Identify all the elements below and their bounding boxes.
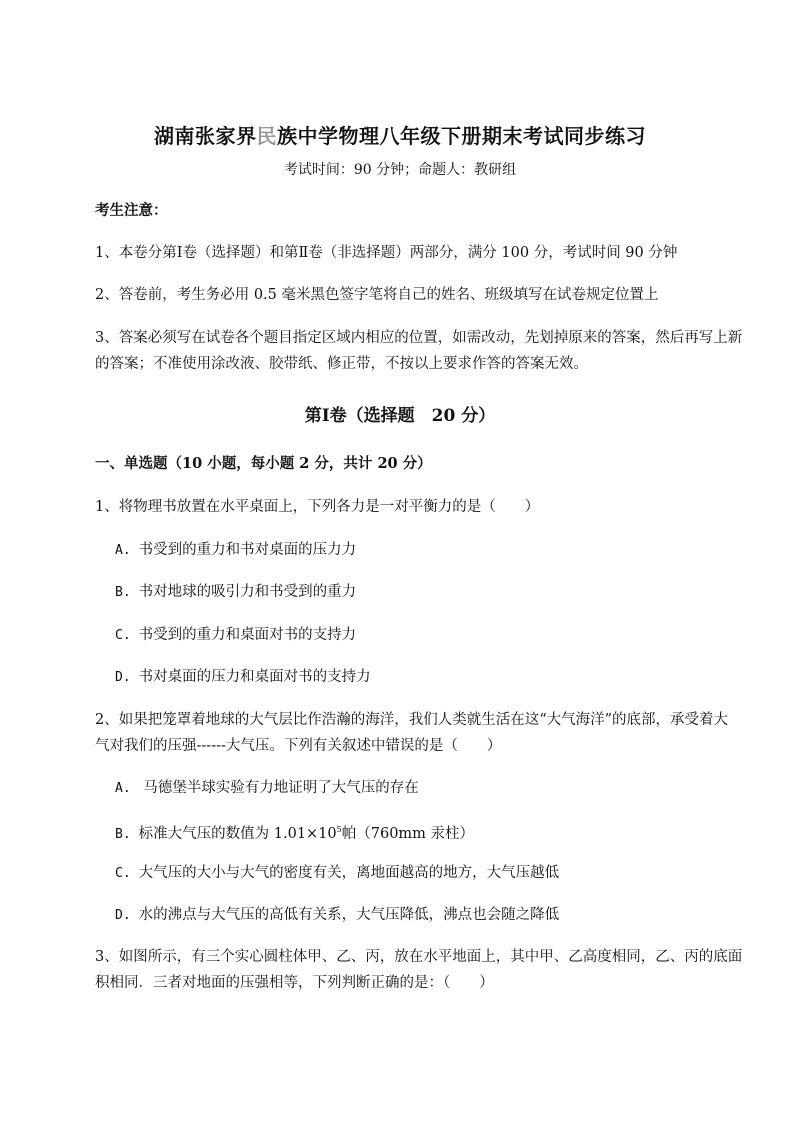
part-heading: 一、单选题（10 小题，每小题 2 分，共计 20 分）	[95, 455, 432, 472]
title-part-1: 湖南张家界	[154, 124, 257, 148]
question-2-option-a	[115, 777, 419, 800]
title-part-2: 族中学物理八年级下册期末考试同步练习	[277, 124, 646, 148]
question-2-option-c	[115, 862, 559, 885]
question-1-option-a	[115, 539, 356, 562]
notice-item: 2、答卷前，考生务必用 0.5 毫米黑色签字笔将自己的姓名、班级填写在试卷规定位置上	[95, 287, 659, 303]
question-2-stem-cont: 气对我们的压强------大气压。下列有关叙述中错误的是（ ）	[95, 738, 502, 754]
option-letter: A.	[115, 781, 131, 796]
question-3-stem-cont: 积相同．三者对地面的压强相等，下列判断正确的是：（ ）	[95, 975, 494, 991]
notice-heading: 考生注意：	[95, 202, 168, 219]
option-letter: B.	[115, 585, 131, 600]
option-letter: D.	[115, 670, 131, 685]
option-superscript: 5	[336, 825, 342, 834]
exam-subtitle: 考试时间：90 分钟；命题人：教研组	[283, 162, 517, 178]
option-letter: C.	[115, 866, 131, 881]
option-text: 书受到的重力和桌面对书的支持力	[138, 627, 357, 643]
page-title	[0, 120, 800, 149]
option-text-end: 帕（760mm 汞柱）	[341, 825, 475, 842]
notice-item: 的答案；不准使用涂改液、胶带纸、修正带，不按以上要求作答的答案无效。	[95, 356, 588, 372]
option-text: 大气压的大小与大气的密度有关，离地面越高的地方，大气压越低	[138, 865, 560, 881]
section-title: 第Ⅰ卷（选择题 20 分）	[304, 406, 496, 426]
question-1-stem: 1、将物理书放置在水平桌面上，下列各力是一对平衡力的是（ ）	[95, 499, 540, 515]
option-letter: D.	[115, 908, 131, 923]
option-text: 标准大气压的数值为 1.01×10	[138, 825, 337, 842]
question-1-option-d	[115, 666, 371, 689]
option-text: 书对地球的吸引力和书受到的重力	[138, 584, 357, 600]
question-2-option-d	[115, 904, 559, 927]
question-2-option-b	[115, 819, 474, 846]
question-3-stem: 3、如图所示，有三个实心圆柱体甲、乙、丙，放在水平地面上，其中甲、乙高度相同，乙、丙的底面	[95, 949, 743, 965]
option-letter: A.	[115, 543, 131, 558]
option-text: 马德堡半球实验有力地证明了大气压的存在	[138, 780, 419, 796]
question-2-stem: 2、如果把笼罩着地球的大气层比作浩瀚的海洋，我们人类就生活在这“大气海洋”的底部，承受着大	[95, 712, 729, 728]
notice-item: 3、答案必须写在试卷各个题目指定区域内相应的位置，如需改动，先划掉原来的答案，然后再写上新	[95, 330, 743, 346]
question-1-option-b	[115, 581, 356, 604]
question-1-option-c	[115, 624, 356, 647]
option-letter: C.	[115, 628, 131, 643]
option-text: 书对桌面的压力和桌面对书的支持力	[138, 669, 371, 685]
title-highlight: 民	[256, 124, 277, 148]
option-text: 书受到的重力和书对桌面的压力力	[138, 542, 357, 558]
option-text: 水的沸点与大气压的高低有关系，大气压降低，沸点也会随之降低	[138, 907, 560, 923]
option-letter: B.	[115, 826, 131, 842]
notice-item: 1、本卷分第Ⅰ卷（选择题）和第Ⅱ卷（非选择题）两部分，满分 100 分，考试时间 90 分钟	[95, 245, 678, 261]
